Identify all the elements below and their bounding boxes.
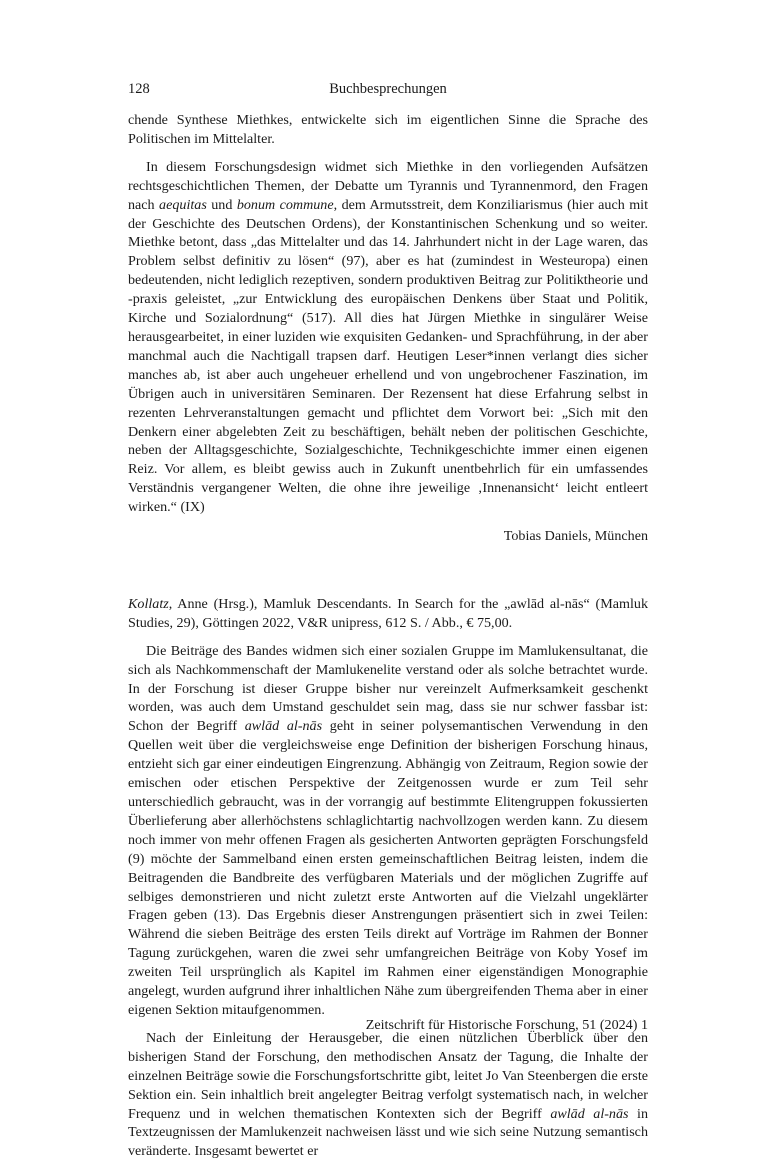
- journal-footer: Zeitschrift für Historische Forschung, 51 (2024) 1: [365, 1017, 648, 1033]
- entry-details: , Anne (Hrsg.), Mamluk Descendants. In Search for the „awlād al-nās“ (Mamluk Studies, 29), Göttingen 2022, V&R unipress, 612 S. / Abb., € 75,00.: [128, 595, 648, 631]
- page-number: 128: [128, 81, 150, 97]
- italic-term: awlād al-nās: [244, 718, 323, 735]
- reviewer-signature: Tobias Daniels, München: [503, 528, 648, 545]
- document-page: [128, 80, 648, 1161]
- text-run: , dem Armutsstreit, dem Konziliarismus (hier auch mit der Geschichte des Deutschen Ordens), der Konstantinischen Schenkung und so weiter. Miethke betont, dass „das Mittelalter und das 14. Jahrhundert nicht in der Lage waren, das Problem selbst definitiv zu lösen“ (97), aber es hat (zumindest in Westeuropa) einen bedeutenden, nicht lediglich rezeptiven, sondern produktiven Beitrag zur Politiktheorie und -praxis geleistet, „zur Entwicklung des europäischen Denkens über Staat und Politik, Kirche und Sozialordnung“ (517). All dies hat Jürgen Miethke in singulärer Weise herausgearbeitet, in einer luziden wie exquisiten Gedanken- und Sprachführung, in der aber manchmal auch die Nachtigall trapsen darf. Heutigen Leser*innen verlangt dies sicher manches ab, ist aber auch ungeheuer erhellend und von ungebrochener Faszination, im Übrigen auch in universitären Seminaren. Der Rezensent hat diese Erfahrung selbst in rezenten Lehrveranstaltungen gemacht und pflichtet dem Vorwort bei: „Sich mit den Denkern einer abgelebten Zeit zu beschäftigen, behält neben der politischen Geschichte, neben der Alltagsgeschichte, Sozialgeschichte, Technikgeschichte immer einen eigenen Reiz. Vor allem, es bleibt gewiss auch in Zukunft unentbehrlich für ein umfassendes Verständnis vergangener Welten, die ohne ihre jeweilige ‚Innenansicht‘ leicht entleert wirken.“ (IX): [128, 196, 649, 516]
- bibliographic-entry: [128, 595, 648, 633]
- text-run: chende Synthese Miethkes, entwickelte sich im eigentlichen Sinne die Sprache des Politischen im Mittelalter.: [128, 112, 648, 147]
- text-run: Die Beiträge des Bandes widmen sich einer sozialen Gruppe im Mamlukensultanat, die sich als Nachkommenschaft der Mamlukenelite verstand oder als solche betrachtet wurde. In der Forschung ist dieser Gruppe bisher nur vereinzelt Aufmerksamkeit geschenkt worden, was auch dem Umstand geschuldet sein mag, dass sie nur schwer fassbar ist: Schon der Begriff: [128, 642, 648, 735]
- text-run: Nach der Einleitung der Herausgeber, die einen nützlichen Überblick über den bisherigen Stand der Forschung, den methodischen Ansatz der Tagung, die Inhalte der einzelnen Beiträge sowie die Forschungsfortschritte gibt, leitet Jo Van Steenbergen die erste Sektion ein. Sein inhaltlich breit angelegter Beitrag verfolgt systematisch nach, in welcher Frequenz und in welchen thematischen Kontexten sich der Begriff: [128, 1029, 648, 1122]
- text-run: und: [206, 196, 237, 213]
- review1-paragraph-1: [128, 111, 648, 149]
- entry-author: Kollatz: [128, 595, 169, 612]
- text-run: in Textzeugnissen der Mamlukenzeit nachweisen lässt und wie sich seine Nutzung semantisch veränderte. Insgesamt bewertet er: [128, 1105, 648, 1160]
- italic-term: aequitas: [159, 196, 207, 213]
- text-run: In diesem Forschungsdesign widmet sich Miethke in den vorliegenden Aufsätzen rechtsgeschichtlichen Themen, der Debatte um Tyrannis und Tyrannenmord, den Fragen nach: [128, 158, 648, 213]
- italic-term: awlād al-nās: [550, 1105, 629, 1122]
- running-header: [128, 80, 648, 102]
- italic-term: bonum commune: [236, 196, 334, 213]
- text-run: geht in seiner polysemantischen Verwendung in den Quellen weit über die vergleichsweise enge Definition der bisherigen Forschung hinaus, entzieht sich gar einer eindeutigen Eingrenzung. Abhängig von Zeitraum, Region sowie der emischen oder etischen Perspektive der Zeitgenossen wurde er zum Teil sehr unterschiedlich gebraucht, was in der vorrangig auf bestimmte Elitengruppen fokussierten Überlieferung aber allerhöchstens schlaglichtartig nachvollzogen werden kann. Zu diesem noch immer von mehr offenen Fragen als gesicherten Antworten geprägten Forschungsfeld (9) möchte der Sammelband einen ersten gemeinschaftlichen Beitrag leisten, indem die Beitragenden die Bandbreite des verfügbaren Materials und der möglichen Zugriffe auf selbiges demonstrieren und nicht zuletzt erste Antworten auf die Vielzahl ungeklärter Fragen geben (13). Das Ergebnis dieser Anstrengungen präsentiert sich in zwei Teilen: Während die sieben Beiträge des ersten Teils direkt auf Vorträge im Rahmen der Bonner Tagung zurückgehen, waren die zwei sehr umfangreichen Beiträge von Koby Yosef im zweiten Teil ursprünglich als Kapitel im Rahmen einer eigenständigen Monographie angelegt, wurden aufgrund ihrer inhaltlichen Nähe zum übergreifenden Thema aber in einer eigenen Sektion mitaufgenommen.: [128, 718, 648, 1018]
- review1-paragraph-2: [128, 158, 648, 517]
- review2-paragraph-1: [128, 642, 648, 1020]
- section-title: Buchbesprechungen: [329, 81, 447, 97]
- review2-paragraph-2: [128, 1029, 648, 1161]
